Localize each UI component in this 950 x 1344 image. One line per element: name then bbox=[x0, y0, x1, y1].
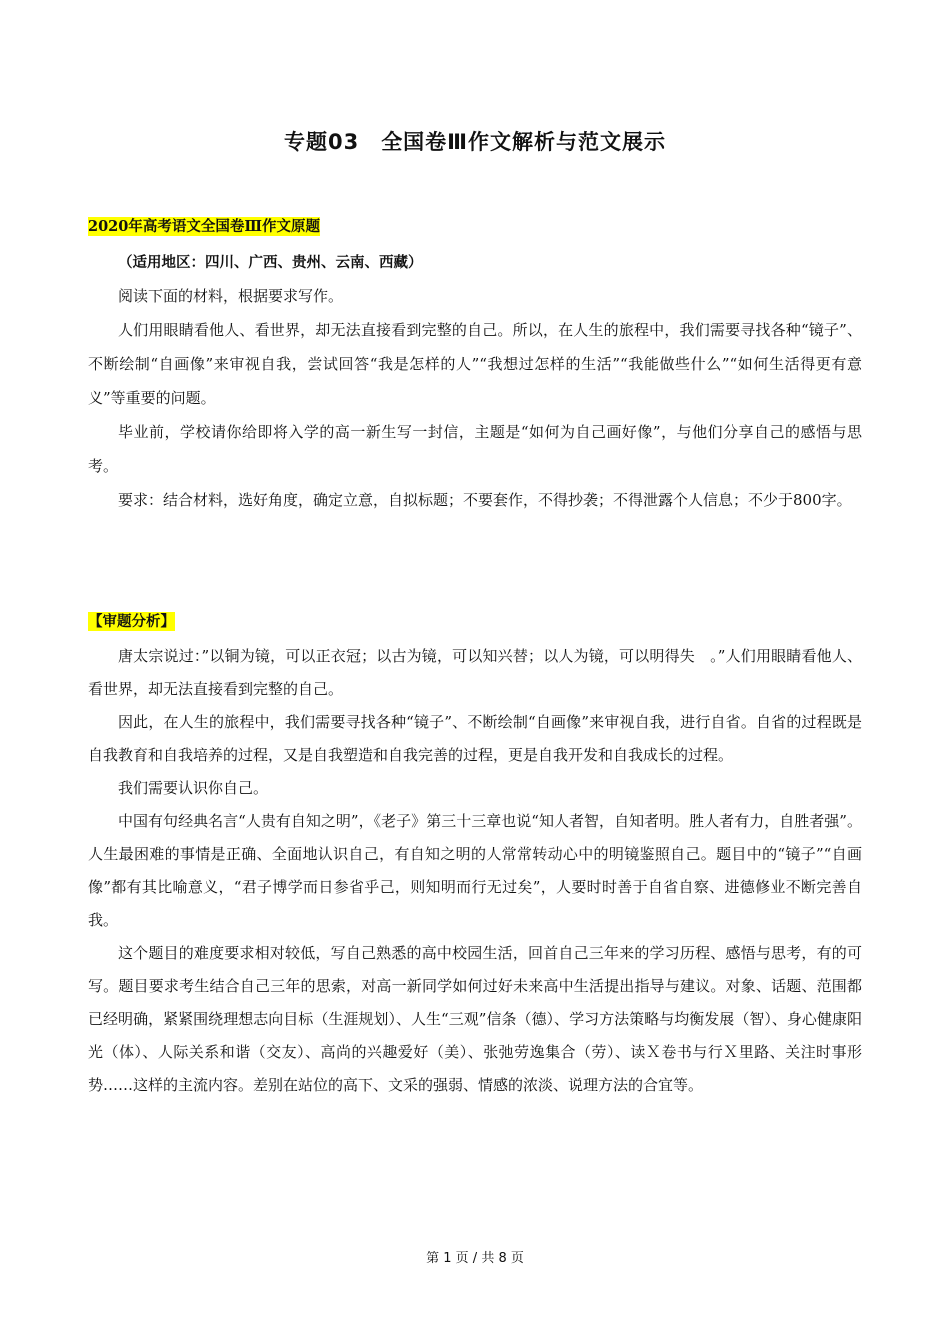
analysis-paragraph: 这个题目的难度要求相对较低，写自己熟悉的高中校园生活，回首自己三年来的学习历程、感悟与思考，有的可写。题目要求考生结合自己三年的思索，对高一新同学如何过好未来高中生活提出指导与建议。对象、话题、范围都已经明确，紧紧围绕理想志向目标（生涯规划）、人生“三观”信条（德）、学习方法策略与均衡发展（智）、身心健康阳光（体）、人际关系和谐（交友）、高尚的兴趣爱好（美）、张弛劳逸集合（劳）、读Ｘ卷书与行Ｘ里路、关注时事形势……这样的主流内容。差别在站位的高下、文采的强弱、情感的浓淡、说理方法的合宜等。 bbox=[88, 944, 862, 1094]
exam-section bbox=[88, 215, 862, 517]
page-footer: 第 1 页 / 共 8 页 bbox=[426, 1251, 524, 1266]
analysis-paragraph: 我们需要认识你自己。 bbox=[118, 779, 269, 797]
exam-heading-text: 2020年高考语文全国卷Ⅲ作文原题 bbox=[88, 218, 321, 235]
exam-paragraph: 人们用眼睛看他人、看世界，却无法直接看到完整的自己。所以，在人生的旅程中，我们需要寻找各种“镜子”、不断绘制“自画像”来审视自我，尝试回答“我是怎样的人”“我想过怎样的生活”“我能做些什么”“如何生活得更有意义”等重要的问题。 bbox=[88, 321, 862, 407]
analysis-heading-text: 【审题分析】 bbox=[88, 613, 175, 630]
exam-scope: （适用地区：四川、广西、贵州、云南、西藏） bbox=[118, 254, 423, 271]
exam-paragraph: 毕业前，学校请你给即将入学的高一新生写一封信，主题是“如何为自己画好像”，与他们分享自己的感悟与思考。 bbox=[88, 423, 862, 475]
title-part1: 专题03 bbox=[283, 130, 360, 154]
analysis-section bbox=[88, 610, 862, 1102]
exam-paragraph: 要求：结合材料，选好角度，确定立意，自拟标题；不要套作，不得抄袭；不得泄露个人信息；不少于800字。 bbox=[118, 491, 852, 509]
title-part2: 全国卷Ⅲ作文解析与范文展示 bbox=[381, 130, 667, 154]
analysis-paragraph: 唐太宗说过：”以铜为镜，可以正衣冠；以古为镜，可以知兴替；以人为镜，可以明得失 。”人们用眼睛看他人、看世界，却无法直接看到完整的自己。 bbox=[88, 647, 862, 698]
analysis-heading bbox=[88, 610, 862, 640]
analysis-paragraph: 中国有句经典名言“人贵有自知之明”，《老子》第三十三章也说“知人者智，自知者明。胜人者有力，自胜者强”。人生最困难的事情是正确、全面地认识自己，有自知之明的人常常转动心中的明镜鉴照自己。题目中的“镜子”“自画像”都有其比喻意义，“君子博学而日参省乎己，则知明而行无过矣”，人要时时善于自省自察、进德修业不断完善自我。 bbox=[88, 812, 862, 929]
page-title bbox=[0, 126, 950, 156]
exam-heading bbox=[88, 215, 862, 243]
analysis-paragraph: 因此，在人生的旅程中，我们需要寻找各种“镜子”、不断绘制“自画像”来审视自我，进行自省。自省的过程既是自我教育和自我培养的过程，又是自我塑造和自我完善的过程，更是自我开发和自我成长的过程。 bbox=[88, 713, 862, 764]
exam-paragraph: 阅读下面的材料，根据要求写作。 bbox=[118, 287, 344, 305]
